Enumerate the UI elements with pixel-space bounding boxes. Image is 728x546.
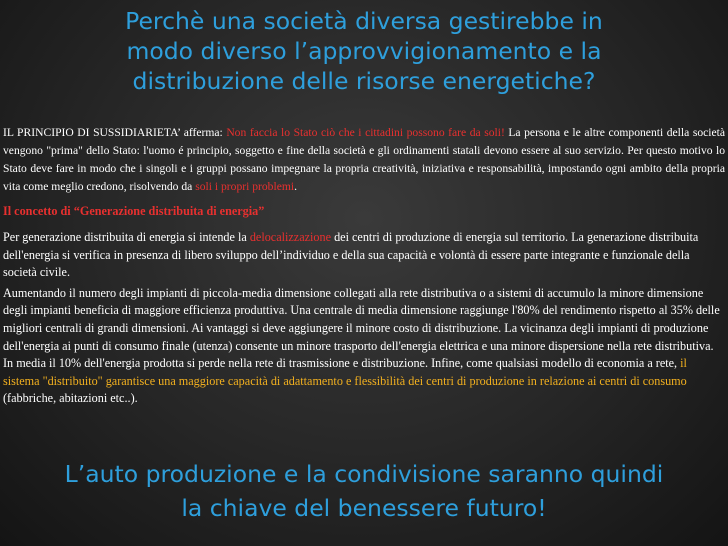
definition-paragraph [3,229,725,282]
benefits-highlight: il sistema "distribuito" garantisce una maggiore capacità di adattamento e flessibilità dei centri di produzione in relazione ai centri di consumo [3,356,687,388]
benefits-text: Aumentando il numero degli impianti di piccola-media dimensione collegati alla rete distributiva o a sistemi di accumulo la minore dimensione degli impianti beneficia di maggiore efficienza produttiva. Una centrale di media dimensione raggiunge l'80% del rendimento rispetto al 35% delle migliori centrali di grandi dimensioni. Ai vantaggi si deve aggiungere il minore costo di distribuzione. La vicinanza degli impianti di produzione dell'energia ai punti di consumo finale (utenza) consente un minore trasporto dell'energia elettrica e una minore dispersione nella rete distributiva. In media il 10% dell'energia prodotta si perde nella rete di trasmissione e distribuzione. Infine, come qualsiasi modello di economia a rete, [3,285,720,371]
title-line-2: modo diverso l’approvvigionamento e la [126,37,602,65]
title-line-3: distribuzione delle risorse energetiche? [132,67,596,95]
principle-end: . [294,180,297,193]
conclusion-line-1: L’auto produzione e la condivisione saranno quindi [64,460,664,488]
benefits-paragraph [3,285,725,408]
principle-emphasis: soli i propri problemi [195,180,295,193]
definition-highlight: delocalizzazione [249,230,332,244]
principle-rest: La persona e le altre componenti della società vengono "prima" dello Stato: l'uomo é principio, soggetto e fine della società e gli ordinamenti statali devono essere al suo servizio. Per questo motivo lo Stato deve fare in modo che i singoli e i gruppi possano impegnare la propria creatività, iniziativa e responsabilità, impostando ogni ambito della propria vita come meglio credono, risolvendo da [3,126,726,193]
slide-conclusion [0,457,728,525]
principle-paragraph [3,124,725,196]
concept-heading: Il concetto di “Generazione distribuita di energia” [3,204,265,218]
definition-after: dei centri di produzione di energia sul territorio. La generazione distribuita dell'energia si verifica in presenza di libero sviluppo dell’individuo e della sua capacità e volontà di essere parte integrante e funzionale della società civile. [3,230,699,280]
benefits-end: (fabbriche, abitazioni etc..). [3,391,138,406]
slide-body [3,124,725,408]
title-line-1: Perchè una società diversa gestirebbe in [125,7,603,35]
principle-quote: Non faccia lo Stato ciò che i cittadini possono fare da soli! [226,126,505,139]
conclusion-line-2: la chiave del benessere futuro! [181,494,547,522]
slide-title [0,6,728,96]
principle-lead: IL PRINCIPIO DI SUSSIDIARIETA’ afferma: [3,126,227,139]
definition-before: Per generazione distribuita di energia si intende la [3,230,250,244]
